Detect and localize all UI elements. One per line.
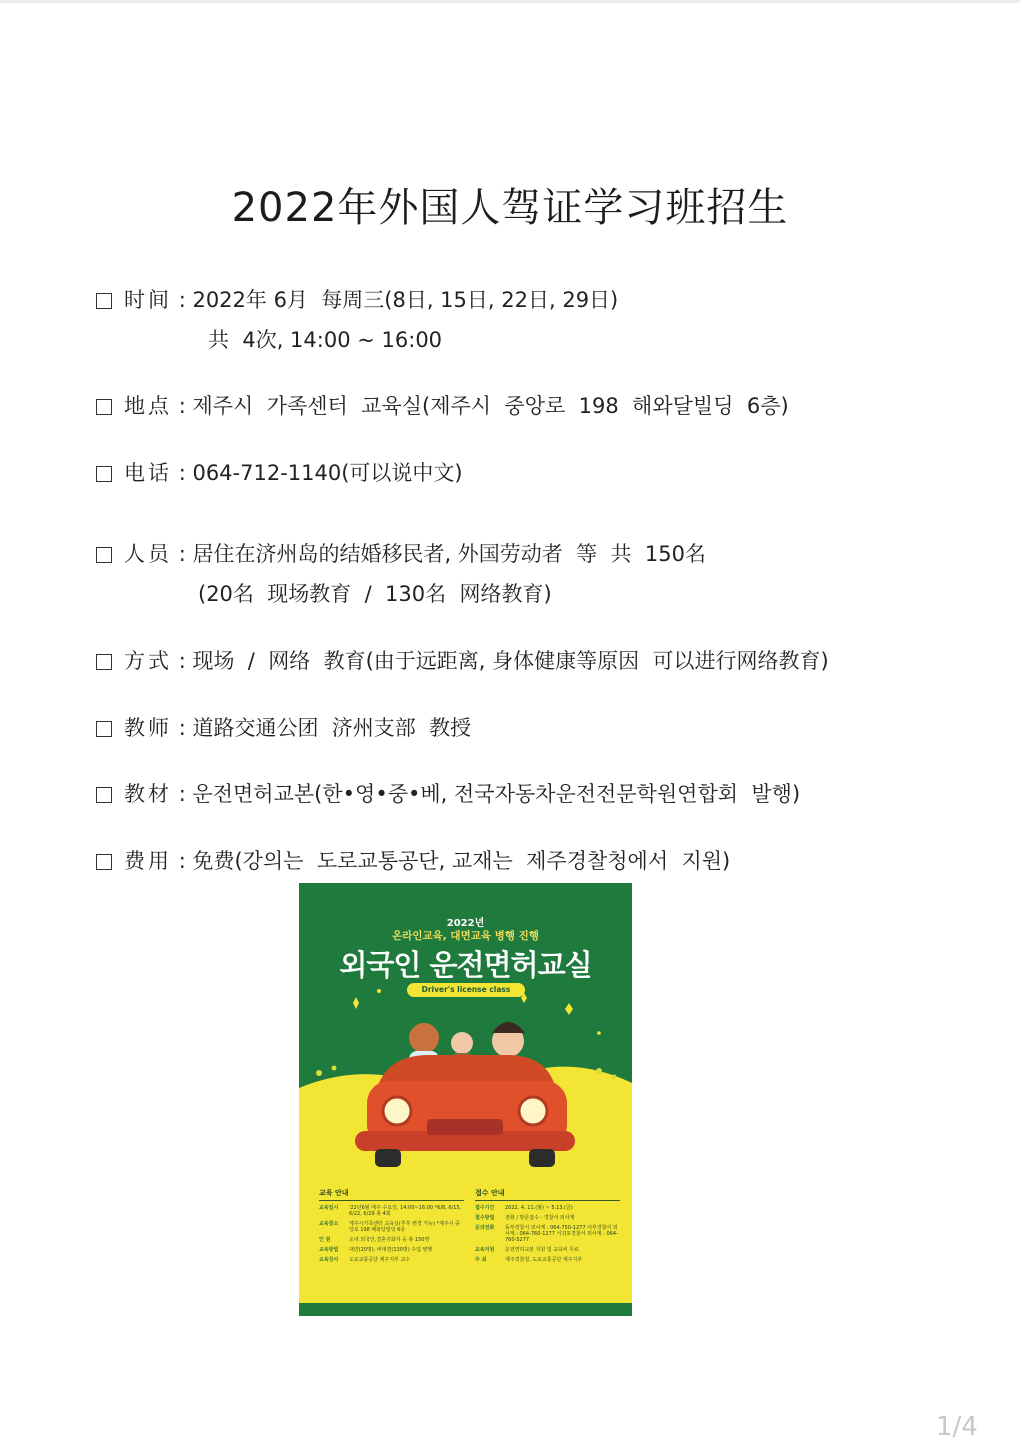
item-label: 时间 <box>124 288 172 312</box>
poster-subtitle: 온라인교육, 대면교육 병행 진행 <box>392 930 539 942</box>
checkbox-icon <box>96 399 112 415</box>
page-title: 2022年外国人驾证学习班招生 <box>231 185 789 231</box>
checkbox-icon <box>96 721 112 737</box>
item-separator: : <box>178 542 186 566</box>
item-separator: : <box>178 716 186 740</box>
item-label: 方式 <box>124 649 172 673</box>
item-label: 人员 <box>124 542 172 566</box>
item-time-continuation: 共 4次, 14:00 ~ 16:00 <box>208 328 443 352</box>
item-value: 제주시 가족센터 교육실(제주시 중앙로 198 해와달빌딩 6층) <box>192 394 789 418</box>
poster-year: 2022년 <box>446 918 485 929</box>
item-label: 教师 <box>124 716 172 740</box>
poster-info-row: 인 원 도내 외국인,결혼귀화자 등 총 150명 <box>319 1237 430 1243</box>
item-separator: : <box>178 782 186 806</box>
checkbox-icon <box>96 854 112 870</box>
poster-info-row: 교육방법 대면(20명), 비대면(130명) 수업 병행 <box>319 1247 433 1253</box>
checkbox-icon <box>96 547 112 563</box>
item-textbook <box>96 778 800 808</box>
item-fee <box>96 845 730 875</box>
poster-info-row: 접수방법 전화 / 방문접수 - 경찰서 외사계 <box>475 1215 575 1221</box>
item-people <box>96 538 706 568</box>
item-value: 2022年 6月 每周三(8日, 15日, 22日, 29日) <box>192 288 619 312</box>
item-method <box>96 645 829 675</box>
checkbox-icon <box>96 654 112 670</box>
poster-registration-info <box>475 1188 620 1267</box>
item-label: 电话 <box>124 461 172 485</box>
item-label: 教材 <box>124 782 172 806</box>
poster-image <box>299 883 632 1316</box>
poster-pill: Driver's license class <box>407 983 525 997</box>
poster-education-info <box>319 1188 464 1267</box>
poster-info-row: 교육장소 제주시가족센터 교육실(추후 변경 가능) *제주시 중앙로 198 해와달빌딩 6층 <box>319 1221 460 1233</box>
poster-main-title: 외국인 운전면허교실 <box>339 948 592 982</box>
item-separator: : <box>178 649 186 673</box>
poster-info-row: 교육지원 운전면허교본 지원 및 교육비 무료 <box>475 1247 579 1253</box>
item-value: 운전면허교본(한•영•중•베, 전국자동차운전전문학원연합회 발행) <box>192 782 801 806</box>
item-label: 地点 <box>124 394 172 418</box>
item-location <box>96 390 789 420</box>
poster-info-row: 접수기간 2022. 4. 11.(월) ~ 5.13.(금) <box>475 1205 573 1211</box>
item-label: 费用 <box>124 849 172 873</box>
item-separator: : <box>178 849 186 873</box>
poster-info-row: 주 최 제주경찰청, 도로교통공단 제주지부 <box>475 1257 583 1263</box>
poster-info-heading: 교육 안내 <box>319 1188 464 1201</box>
item-value: 道路交通公团 济州支部 教授 <box>192 716 472 740</box>
item-value: 居住在济州岛的结婚移民者, 外国劳动者 等 共 150名 <box>192 542 706 566</box>
poster-info-row: 교육강사 도로교통공단 제주지부 교수 <box>319 1257 411 1263</box>
item-phone <box>96 457 463 487</box>
poster-info-row: 교육일시 '22년6월 매주 수요일, 14:00~16:00 *6/8, 6/15, 6/22, 6/29 총 4회 <box>319 1205 462 1217</box>
poster-info-row: 문의전화 동부경찰서 외사계 : 064-750-1277 서부경찰서 외사계 : 064-760-1277 서귀포경찰서 외사계 : 064-760-5277 <box>475 1225 618 1243</box>
item-separator: : <box>178 461 186 485</box>
item-teacher <box>96 712 471 742</box>
item-value: 现场 / 网络 教育(由于远距离, 身体健康等原因 可以进行网络教育) <box>192 649 829 673</box>
poster-info-heading: 접수 안내 <box>475 1188 620 1201</box>
item-people-continuation: (20名 现场教育 / 130名 网络教育) <box>198 582 552 606</box>
item-value: 免费(강의는 도로교통공단, 교재는 제주경찰청에서 지원) <box>192 849 731 873</box>
page-indicator: 1/4 <box>936 1412 978 1442</box>
item-separator: : <box>178 394 186 418</box>
top-divider <box>0 0 1020 3</box>
checkbox-icon <box>96 293 112 309</box>
checkbox-icon <box>96 466 112 482</box>
checkbox-icon <box>96 787 112 803</box>
item-time <box>96 284 618 314</box>
item-separator: : <box>178 288 186 312</box>
item-value: 064-712-1140(可以说中文) <box>192 461 463 485</box>
